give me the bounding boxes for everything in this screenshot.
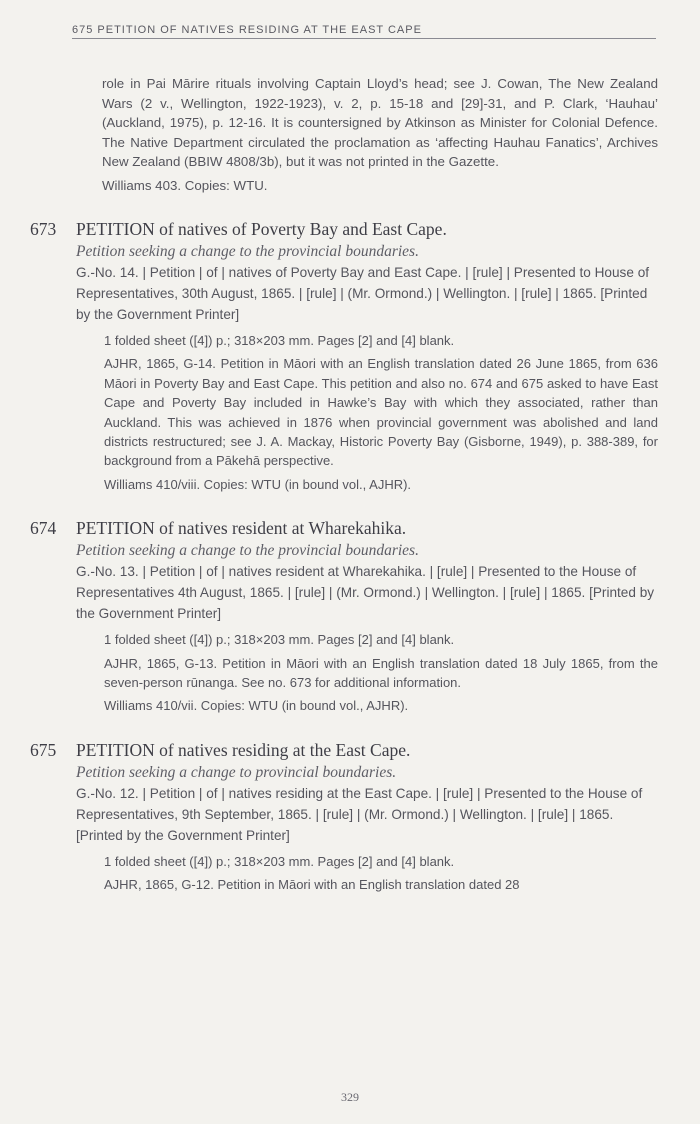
entry-number: 675 [30,739,57,760]
entry-number: 674 [30,518,57,539]
page-body [30,74,658,895]
entry-673 [30,217,658,494]
entry-collation: 1 folded sheet ([4]) p.; 318×203 mm. Pages [2] and [4] blank. [104,853,455,869]
page-number: 329 [341,1090,359,1104]
running-head: 675 PETITION OF NATIVES RESIDING AT THE EAST CAPE [72,24,656,39]
entry-transcription: G.-No. 14. | Petition | of | natives of Poverty Bay and East Cape. | [rule] | Presented to House of Representatives, 30th August, 1865. | [rule] | (Mr. Ormond.) | Wellington. | [rule] | 1865. [Printed by the Government Printer] [76,265,650,322]
entry-note: AJHR, 1865, G-12. Petition in Māori with an English translation dated 28 [104,877,520,893]
entry-title: PETITION of natives resident at Wharekahika. [76,518,407,539]
entry-collation: 1 folded sheet ([4]) p.; 318×203 mm. Pages [2] and [4] blank. [104,333,455,348]
entry-675 [30,738,658,895]
continuation-ref: Williams 403. Copies: WTU. [102,177,268,193]
entry-number: 673 [30,219,57,239]
entry-transcription: G.-No. 12. | Petition | of | natives residing at the East Cape. | [rule] | Presented to the House of Representatives, 9th September, 1865. | [rule] | (Mr. Ormond.) | Wellington. | [rule] | 1865. [Printed by the Government Printer] [76,785,643,843]
entry-transcription: G.-No. 13. | Petition | of | natives resident at Wharekahika. | [rule] | Presented to the House of Representatives 4th August, 1865. | [rule] | (Mr. Ormond.) | Wellington. | [rule] | 1865. [Printed by the Government Printer] [76,564,655,622]
entry-heading [30,738,658,762]
entry-subtitle: Petition seeking a change to the provincial boundaries. [76,542,419,560]
continuation-block [30,74,658,195]
entry-heading [30,217,658,241]
entry-note: AJHR, 1865, G-13. Petition in Māori with an English translation dated 18 July 1865, from the seven-person rūnanga. See no. 673 for additional information. [104,655,658,691]
entry-ref: Williams 410/vii. Copies: WTU (in bound vol., AJHR). [104,698,409,714]
entry-subtitle: Petition seeking a change to the provincial boundaries. [76,243,419,260]
entry-collation: 1 folded sheet ([4]) p.; 318×203 mm. Pages [2] and [4] blank. [104,632,455,648]
entry-title: PETITION of natives of Poverty Bay and East Cape. [76,219,447,239]
continuation-note: role in Pai Mārire rituals involving Captain Lloyd’s head; see J. Cowan, The New Zealand Wars (2 v., Wellington, 1922-1923), v. 2, p. 15-18 and [29]-31, and P. Clark, ‘Hauhau’ (Auckland, 1975), p. 12-16. It is countersigned by Atkinson as Minister for Colonial Defence. The Native Department circulated the proclamation as ‘affecting Hauhau Fanatics’, Archives New Zealand (BBIW 4808/3b), but it was not printed in the Gazette. [102,76,658,169]
entry-subtitle: Petition seeking a change to provincial boundaries. [76,763,397,781]
entry-674 [30,516,658,716]
entry-note: AJHR, 1865, G-14. Petition in Māori with an English translation dated 26 June 1865, from 636 Māori in Poverty Bay and East Cape. This petition and also no. 674 and 675 asked to have East Cape and Poverty Bay included in Hawke’s Bay with which they associated, rather than Auckland. This was achieved in 1876 when provincial government was abolished and land districts restructured; see J. A. Mackay, Historic Poverty Bay (Gisborne, 1949), p. 388-389, for background from a Pākehā perspective. [104,356,658,469]
entry-title: PETITION of natives residing at the East Cape. [76,739,411,760]
entry-heading [30,516,658,540]
entry-ref: Williams 410/viii. Copies: WTU (in bound vol., AJHR). [104,476,412,492]
